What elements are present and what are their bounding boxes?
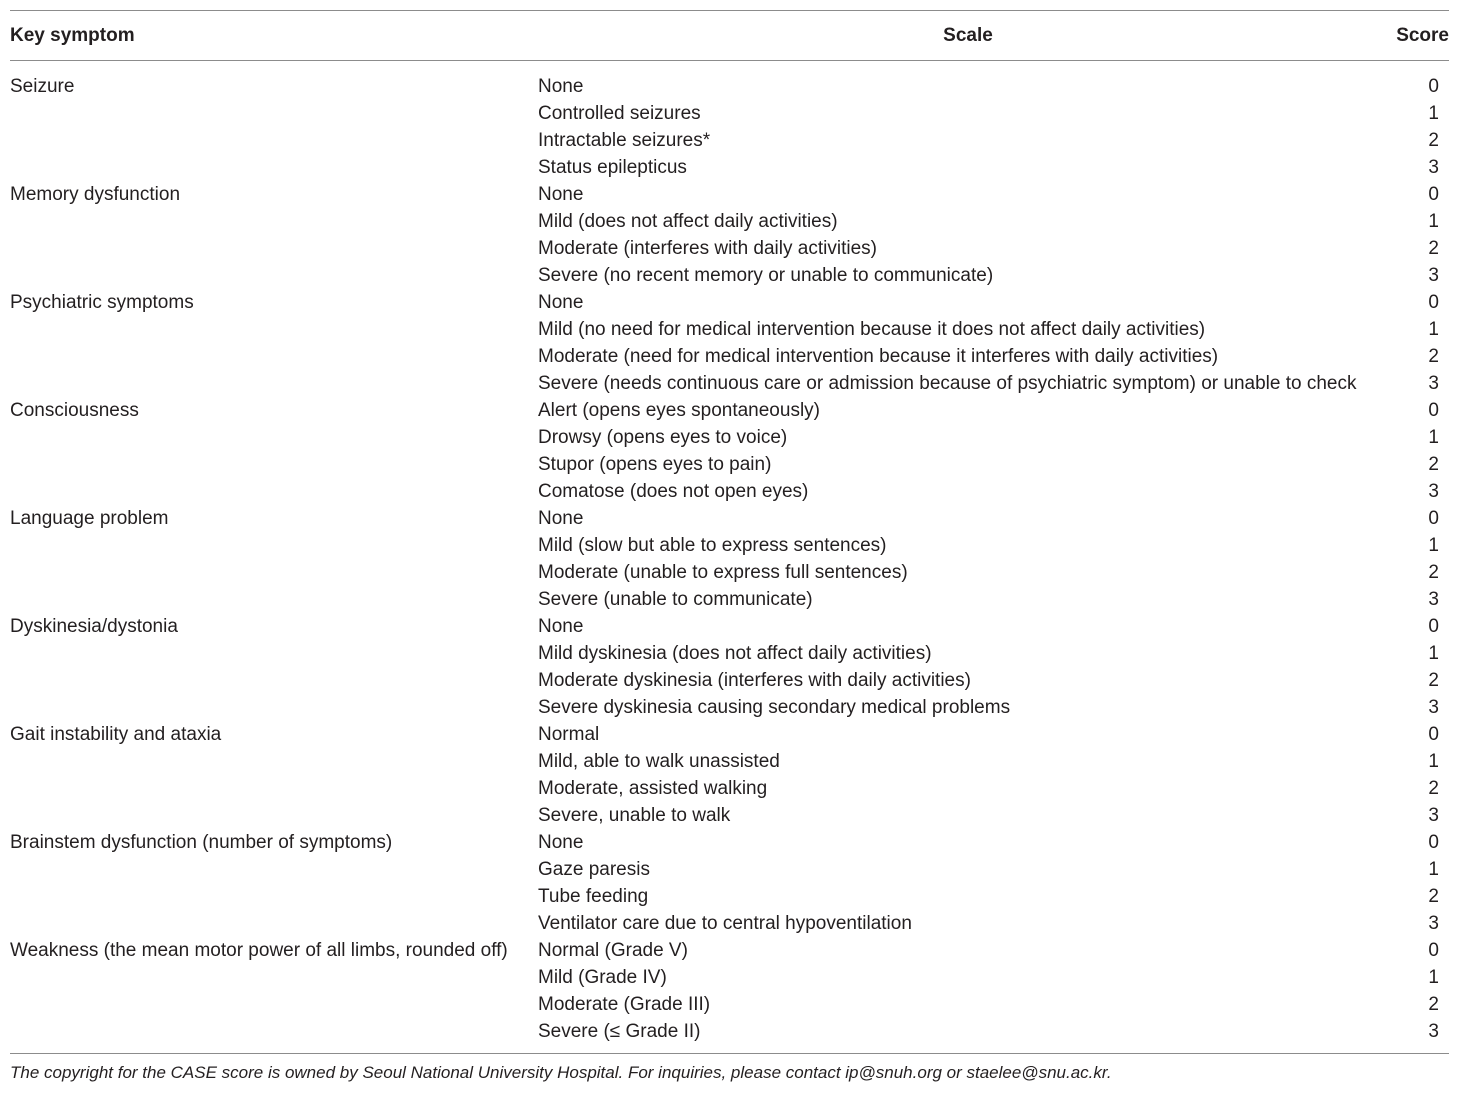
score-cell: 1 — [1428, 535, 1439, 556]
table-row — [10, 1018, 1449, 1045]
table-row — [10, 73, 1449, 100]
score-cell: 0 — [1428, 508, 1439, 529]
table-row — [10, 235, 1449, 262]
scale-cell: Ventilator care due to central hypoventilation — [538, 913, 912, 934]
key-symptom-cell-empty — [10, 532, 538, 559]
key-symptom-cell-empty — [10, 316, 538, 343]
scale-cell: None — [538, 832, 584, 853]
score-cell: 0 — [1428, 184, 1439, 205]
score-cell: 3 — [1428, 265, 1439, 286]
table-footnote: The copyright for the CASE score is owned by Seoul National University Hospital. For inquiries, please contact ip@snuh.org or staelee@snu.ac.kr. — [10, 1063, 1112, 1082]
scale-cell: Intractable seizures* — [538, 130, 711, 151]
score-cell: 3 — [1428, 697, 1439, 718]
table-row — [10, 802, 1449, 829]
score-cell: 0 — [1428, 832, 1439, 853]
case-score-table-body — [10, 73, 1449, 1045]
scale-cell: Moderate, assisted walking — [538, 778, 768, 799]
key-symptom-cell-empty — [10, 748, 538, 775]
scale-cell: Moderate (interferes with daily activities) — [538, 238, 877, 259]
scale-cell: Mild (Grade IV) — [538, 967, 667, 988]
scale-cell: Mild, able to walk unassisted — [538, 751, 780, 772]
key-symptom-cell: Dyskinesia/dystonia — [10, 616, 178, 637]
key-symptom-cell-empty — [10, 424, 538, 451]
score-cell: 3 — [1428, 805, 1439, 826]
scale-cell: Severe, unable to walk — [538, 805, 731, 826]
header-row — [10, 11, 1449, 60]
scale-cell: Controlled seizures — [538, 103, 701, 124]
scale-cell: None — [538, 508, 584, 529]
key-symptom-cell-empty — [10, 802, 538, 829]
score-cell: 2 — [1428, 346, 1439, 367]
header-key-symptom: Key symptom — [10, 24, 135, 46]
scale-cell: Gaze paresis — [538, 859, 650, 880]
scale-cell: Severe (no recent memory or unable to communicate) — [538, 265, 994, 286]
table-row — [10, 559, 1449, 586]
table-row — [10, 964, 1449, 991]
scale-cell: Status epilepticus — [538, 157, 687, 178]
score-cell: 1 — [1428, 427, 1439, 448]
table-row — [10, 424, 1449, 451]
table-row — [10, 478, 1449, 505]
table-row — [10, 370, 1449, 397]
score-cell: 3 — [1428, 913, 1439, 934]
key-symptom-cell-empty — [10, 964, 538, 991]
score-cell: 1 — [1428, 319, 1439, 340]
scale-cell: None — [538, 616, 584, 637]
scale-cell: Mild (slow but able to express sentences) — [538, 535, 887, 556]
key-symptom-cell-empty — [10, 127, 538, 154]
score-cell: 2 — [1428, 562, 1439, 583]
case-score-table-container — [10, 10, 1449, 1054]
scale-cell: None — [538, 76, 584, 97]
table-row — [10, 991, 1449, 1018]
score-cell: 0 — [1428, 292, 1439, 313]
key-symptom-cell-empty — [10, 208, 538, 235]
scale-cell: Moderate (Grade III) — [538, 994, 711, 1015]
score-cell: 2 — [1428, 886, 1439, 907]
scale-cell: Severe (≤ Grade II) — [538, 1021, 701, 1042]
score-cell: 2 — [1428, 778, 1439, 799]
score-cell: 1 — [1428, 103, 1439, 124]
table-row — [10, 100, 1449, 127]
table-row — [10, 694, 1449, 721]
header-score: Score — [1396, 24, 1449, 46]
table-row — [10, 829, 1449, 856]
key-symptom-cell: Weakness (the mean motor power of all limbs, rounded off) — [10, 940, 508, 961]
score-cell: 2 — [1428, 238, 1439, 259]
score-cell: 3 — [1428, 157, 1439, 178]
key-symptom-cell-empty — [10, 235, 538, 262]
table-row — [10, 262, 1449, 289]
scale-cell: Moderate dyskinesia (interferes with daily activities) — [538, 670, 971, 691]
table-row — [10, 397, 1449, 424]
score-cell: 1 — [1428, 967, 1439, 988]
key-symptom-cell: Seizure — [10, 76, 75, 97]
table-row — [10, 613, 1449, 640]
key-symptom-cell-empty — [10, 451, 538, 478]
score-cell: 2 — [1428, 130, 1439, 151]
key-symptom-cell-empty — [10, 1018, 538, 1045]
table-row — [10, 721, 1449, 748]
key-symptom-cell: Consciousness — [10, 400, 139, 421]
scale-cell: Normal (Grade V) — [538, 940, 688, 961]
key-symptom-cell-empty — [10, 991, 538, 1018]
table-row — [10, 451, 1449, 478]
case-score-table — [10, 11, 1449, 60]
table-row — [10, 748, 1449, 775]
scale-cell: Comatose (does not open eyes) — [538, 481, 809, 502]
key-symptom-cell-empty — [10, 883, 538, 910]
table-row — [10, 316, 1449, 343]
table-row — [10, 856, 1449, 883]
score-cell: 0 — [1428, 724, 1439, 745]
scale-cell: None — [538, 292, 584, 313]
key-symptom-cell-empty — [10, 586, 538, 613]
score-cell: 0 — [1428, 616, 1439, 637]
key-symptom-cell-empty — [10, 478, 538, 505]
scale-cell: Severe (needs continuous care or admission because of psychiatric symptom) or unable to check — [538, 373, 1357, 394]
score-cell: 3 — [1428, 1021, 1439, 1042]
key-symptom-cell-empty — [10, 910, 538, 937]
table-row — [10, 127, 1449, 154]
score-cell: 0 — [1428, 76, 1439, 97]
table-row — [10, 667, 1449, 694]
scale-cell: Mild dyskinesia (does not affect daily activities) — [538, 643, 932, 664]
key-symptom-cell-empty — [10, 370, 538, 397]
key-symptom-cell: Memory dysfunction — [10, 184, 181, 205]
score-cell: 0 — [1428, 940, 1439, 961]
table-header — [10, 11, 1449, 60]
score-cell: 1 — [1428, 643, 1439, 664]
table-row — [10, 343, 1449, 370]
table-bottom-rule — [10, 1053, 1449, 1054]
header-scale: Scale — [943, 24, 993, 46]
scale-cell: Normal — [538, 724, 600, 745]
key-symptom-cell-empty — [10, 694, 538, 721]
scale-cell: Severe dyskinesia causing secondary medical problems — [538, 697, 1011, 718]
key-symptom-cell-empty — [10, 775, 538, 802]
key-symptom-cell-empty — [10, 856, 538, 883]
scale-cell: Mild (no need for medical intervention because it does not affect daily activities) — [538, 319, 1206, 340]
score-cell: 1 — [1428, 751, 1439, 772]
table-row — [10, 775, 1449, 802]
key-symptom-cell: Gait instability and ataxia — [10, 724, 222, 745]
key-symptom-cell-empty — [10, 559, 538, 586]
key-symptom-cell-empty — [10, 667, 538, 694]
scale-cell: Drowsy (opens eyes to voice) — [538, 427, 788, 448]
scale-cell: Severe (unable to communicate) — [538, 589, 813, 610]
key-symptom-cell-empty — [10, 154, 538, 181]
table-body — [10, 73, 1449, 1045]
key-symptom-cell-empty — [10, 100, 538, 127]
score-cell: 2 — [1428, 454, 1439, 475]
scale-cell: Mild (does not affect daily activities) — [538, 211, 838, 232]
score-cell: 1 — [1428, 211, 1439, 232]
score-cell: 3 — [1428, 481, 1439, 502]
table-row — [10, 640, 1449, 667]
score-cell: 1 — [1428, 859, 1439, 880]
key-symptom-cell: Brainstem dysfunction (number of symptoms) — [10, 832, 393, 853]
table-row — [10, 208, 1449, 235]
table-row — [10, 532, 1449, 559]
table-row — [10, 154, 1449, 181]
table-row — [10, 586, 1449, 613]
scale-cell: Moderate (need for medical intervention because it interferes with daily activities) — [538, 346, 1219, 367]
score-cell: 3 — [1428, 373, 1439, 394]
key-symptom-cell-empty — [10, 343, 538, 370]
key-symptom-cell: Language problem — [10, 508, 169, 529]
score-cell: 3 — [1428, 589, 1439, 610]
key-symptom-cell-empty — [10, 262, 538, 289]
table-row — [10, 505, 1449, 532]
score-cell: 2 — [1428, 670, 1439, 691]
scale-cell: None — [538, 184, 584, 205]
table-row — [10, 181, 1449, 208]
table-row — [10, 937, 1449, 964]
table-row — [10, 910, 1449, 937]
table-row — [10, 883, 1449, 910]
key-symptom-cell-empty — [10, 640, 538, 667]
scale-cell: Alert (opens eyes spontaneously) — [538, 400, 820, 421]
scale-cell: Tube feeding — [538, 886, 649, 907]
key-symptom-cell: Psychiatric symptoms — [10, 292, 194, 313]
scale-cell: Moderate (unable to express full sentences) — [538, 562, 908, 583]
table-row — [10, 289, 1449, 316]
score-cell: 2 — [1428, 994, 1439, 1015]
score-cell: 0 — [1428, 400, 1439, 421]
scale-cell: Stupor (opens eyes to pain) — [538, 454, 772, 475]
